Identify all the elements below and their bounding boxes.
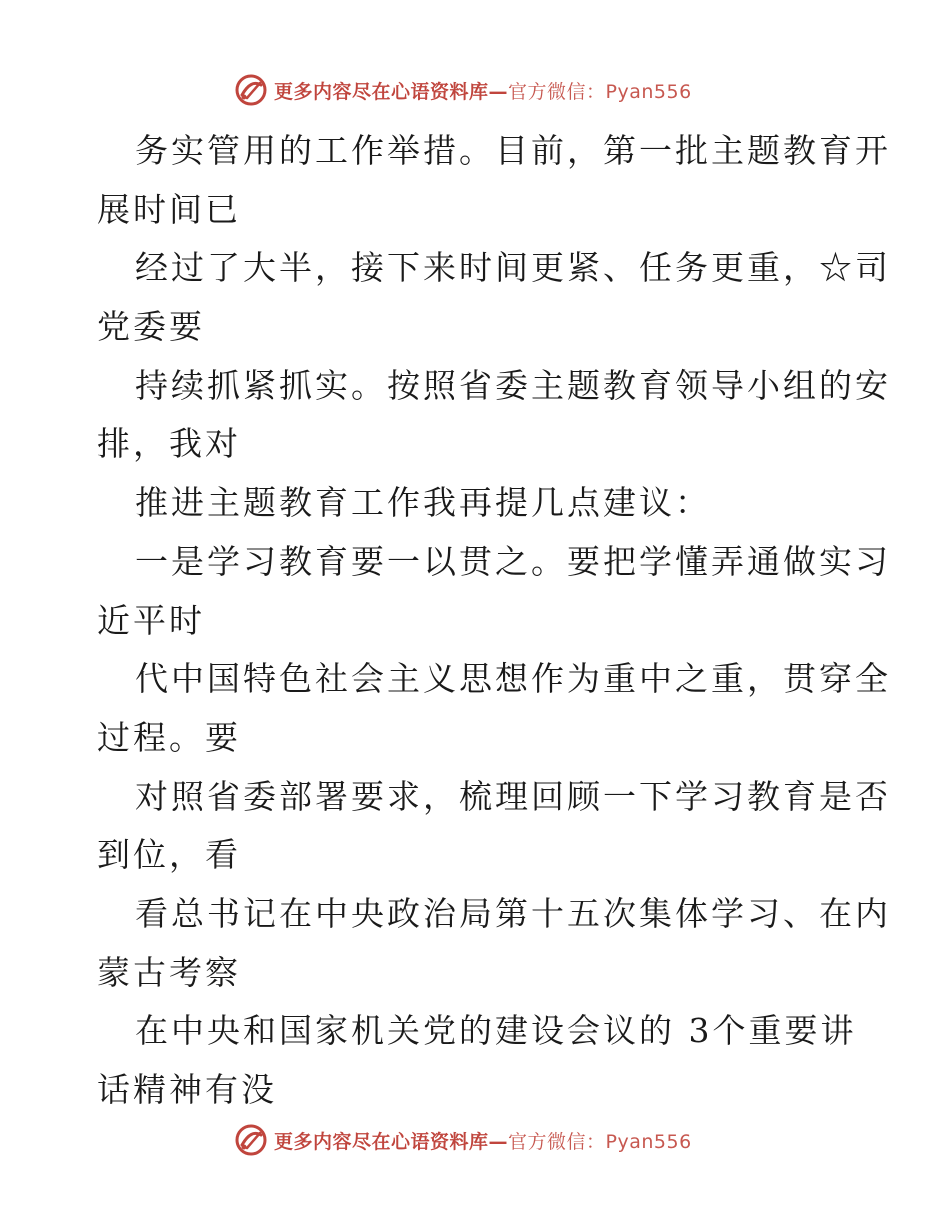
text-line: 推进主题教育工作我再提几点建议： [135, 483, 711, 523]
text-line: 蒙古考察 [97, 952, 241, 992]
red-seal-logo-icon [234, 1123, 268, 1157]
watermark-text: 更多内容尽在心语资料库—官方微信：Pyan556 [274, 80, 692, 103]
red-seal-logo-icon [234, 73, 268, 107]
text-line: 一是学习教育要一以贯之。要把学懂弄通做实习 [135, 541, 891, 581]
text-line: 对照省委部署要求，梳理回顾一下学习教育是否 [135, 776, 891, 816]
document-body [97, 122, 891, 1120]
text-line: 代中国特色社会主义思想作为重中之重，贯穿全 [135, 659, 891, 699]
text-line: 近平时 [97, 600, 205, 640]
header-watermark [234, 72, 692, 108]
text-line: 展时间已 [97, 189, 241, 229]
text-line: 在中央和国家机关党的建设会议的 3个重要讲 [135, 1011, 857, 1051]
text-line: 党委要 [97, 307, 205, 347]
text-line: 排，我对 [97, 424, 241, 464]
text-line: 话精神有没 [97, 1070, 277, 1109]
text-line: 过程。要 [97, 717, 241, 757]
text-line: 持续抓紧抓实。按照省委主题教育领导小组的安 [135, 365, 891, 405]
text-line: 到位，看 [97, 835, 241, 875]
text-line: 看总书记在中央政治局第十五次集体学习、在内 [135, 893, 891, 933]
text-line: 务实管用的工作举措。目前，第一批主题教育开 [135, 131, 891, 170]
text-line: 经过了大半，接下来时间更紧、任务更重，☆司 [135, 248, 891, 288]
footer-watermark [234, 1122, 692, 1158]
watermark-text: 更多内容尽在心语资料库—官方微信：Pyan556 [274, 1130, 692, 1153]
